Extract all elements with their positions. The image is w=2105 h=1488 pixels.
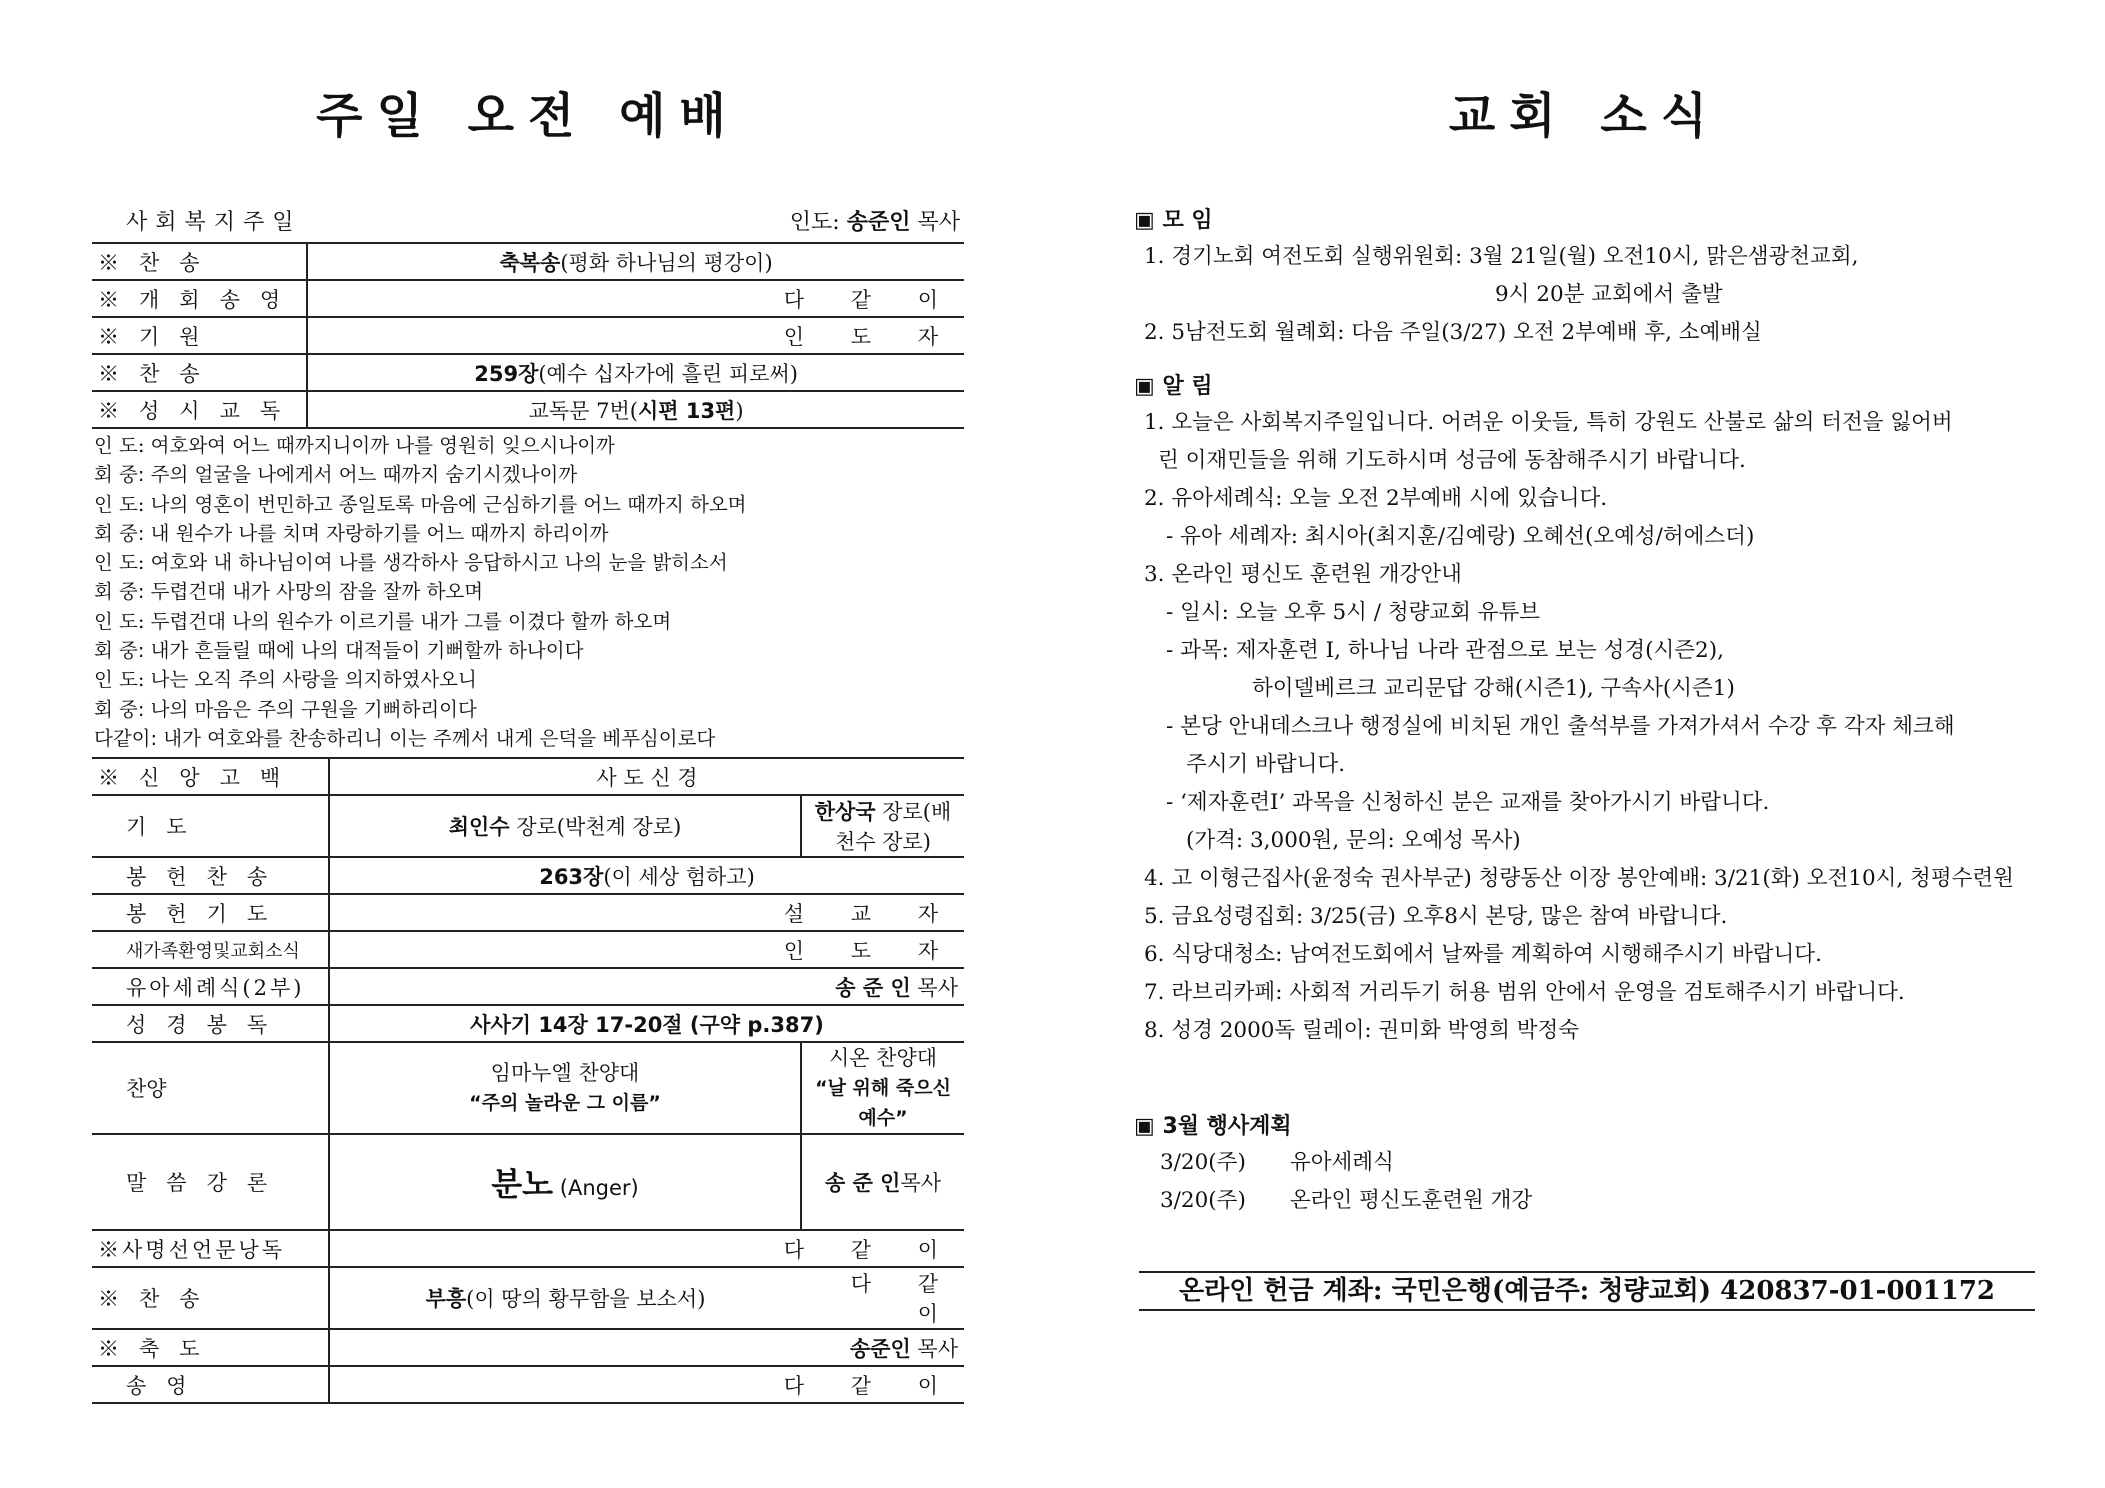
reading-line: 인 도: 여호와 내 하나님이여 나를 생각하사 응답하시고 나의 눈을 밝히소서 [94, 551, 728, 575]
notice-item: (가격: 3,000원, 문의: 오예성 목사) [1186, 828, 1521, 853]
order-label: 유아세례식(2부) [92, 968, 329, 1005]
notice-item: 하이델베르크 교리문답 강해(시즌1), 구속사(시즌1) [1252, 676, 1735, 701]
meetings-heading: ▣ 모 임 [1134, 208, 1213, 233]
order-row [92, 795, 964, 857]
order-label: ※찬송 [92, 354, 307, 391]
notice-item: - 본당 안내데스크나 행정실에 비치된 개인 출석부를 가져가셔서 수강 후 각자 체크해 [1166, 714, 1955, 739]
order-row [92, 1042, 964, 1134]
order-value: 축복송(평화 하나님의 평강이) [307, 244, 964, 280]
order-value: 다 같 이 [329, 1230, 964, 1267]
order-label: ※기원 [92, 317, 307, 354]
notice-item: 1. 오늘은 사회복지주일입니다. 어려운 이웃들, 특히 강원도 산불로 삶의 터전을 잃어버 [1144, 410, 1953, 435]
order-value: 263장(이 세상 험하고) [329, 857, 964, 894]
order-label: ※사명선언문낭독 [92, 1230, 329, 1267]
order-row [92, 1134, 964, 1230]
order-value: 송 준 인 목사 [329, 968, 964, 1005]
order-label: ※찬송 [92, 244, 307, 280]
order-value: 사사기 14장 17-20절 (구약 p.387) [329, 1005, 964, 1042]
order-value: 다 같 이 [329, 1366, 964, 1403]
worship-header [92, 204, 964, 244]
meeting-item: 1. 경기노회 여전도회 실행위원회: 3월 21일(월) 오전10시, 맑은샘광천교회, [1144, 244, 1859, 269]
reading-line: 회 중: 내가 흔들릴 때에 나의 대적들이 기뻐할까 하나이다 [94, 639, 584, 663]
order-label: 성경봉독 [92, 1005, 329, 1042]
notice-item: 주시기 바랍니다. [1186, 752, 1346, 777]
order-label: ※축도 [92, 1329, 329, 1366]
order-row [92, 1005, 964, 1042]
order-row [92, 244, 964, 280]
worship-order-table-2 [92, 759, 964, 1404]
order-value: 인 도 자 [329, 931, 964, 968]
notice-item: 4. 고 이형근집사(윤정숙 권사부군) 청량동산 이장 봉안예배: 3/21(화) 오전10시, 청평수련원 [1144, 866, 2014, 891]
worship-order-column [92, 80, 964, 1404]
prayer-leader-b: 한상국 장로(배천수 장로) [801, 795, 964, 857]
meeting-item: 2. 5남전도회 월례회: 다음 주일(3/27) 오전 2부예배 후, 소예배실 [1144, 320, 1762, 345]
order-row [92, 317, 964, 354]
reading-line: 회 중: 나의 마음은 주의 구원을 기뻐하리이다 [94, 697, 477, 721]
choir-a: 임마누엘 찬양대 “주의 놀라운 그 이름” [329, 1042, 801, 1134]
order-value: 송준인 목사 [329, 1329, 964, 1366]
notices-heading: ▣ 알 림 [1134, 374, 1213, 399]
order-value: 다 같 이 [307, 280, 964, 317]
prayer-leader-a: 최인수 장로(박천계 장로) [329, 795, 801, 857]
reading-line: 인 도: 나는 오직 주의 사랑을 의지하였사오니 [94, 668, 477, 692]
worship-order-table-1 [92, 244, 964, 429]
order-row [92, 931, 964, 968]
notice-item: 6. 식당대청소: 남여전도회에서 날짜를 계획하여 시행해주시기 바랍니다. [1144, 942, 1822, 967]
order-row [92, 968, 964, 1005]
order-value: 259장(예수 십자가에 흘린 피로써) [307, 354, 964, 391]
order-label: 기도 [92, 795, 329, 857]
reading-line: 회 중: 두렵건대 내가 사망의 잠을 잘까 하오며 [94, 580, 484, 604]
reading-line: 다같이: 내가 여호와를 찬송하리니 이는 주께서 내게 은덕을 베푸심이로다 [94, 726, 716, 750]
choir-b: 시온 찬양대 “날 위해 죽으신 예수” [801, 1042, 964, 1134]
order-row [92, 391, 964, 428]
news-title: 교회 소식 [1448, 88, 1722, 144]
notice-item: 8. 성경 2000독 릴레이: 권미화 박영희 박정숙 [1144, 1018, 1580, 1043]
event-item: 3/20(주) 온라인 평신도훈련원 개강 [1160, 1188, 1533, 1213]
online-offering-account: 온라인 헌금 계좌: 국민은행(예금주: 청량교회) 420837-01-001172 [1139, 1271, 2035, 1311]
sunday-name: 사회복지주일 [126, 210, 302, 235]
order-value: 설 교 자 [329, 894, 964, 931]
event-item: 3/20(주) 유아세례식 [1160, 1150, 1394, 1175]
order-value: 부흥(이 땅의 황무함을 보소서) [329, 1267, 801, 1329]
notice-item: 3. 온라인 평신도 훈련원 개강안내 [1144, 562, 1462, 587]
order-value: 사 도 신 경 [329, 759, 964, 795]
events-heading: ▣ 3월 행사계획 [1134, 1114, 1292, 1139]
church-news-column [1130, 80, 2040, 1220]
order-row [92, 1366, 964, 1403]
notice-item: 린 이재민들을 위해 기도하시며 성금에 동참해주시기 바랍니다. [1158, 448, 1746, 473]
meeting-item: 9시 20분 교회에서 출발 [1495, 282, 1723, 307]
order-label: 송영 [92, 1366, 329, 1403]
order-label: 찬양 [92, 1042, 329, 1134]
notice-item: 5. 금요성령집회: 3/25(금) 오후8시 본당, 많은 참여 바랍니다. [1144, 904, 1728, 929]
order-row [92, 1230, 964, 1267]
order-row [92, 1329, 964, 1366]
sermon-title: 분노 (Anger) [329, 1134, 801, 1230]
order-row [92, 759, 964, 795]
reading-line: 회 중: 주의 얼굴을 나에게서 어느 때까지 숨기시겠나이까 [94, 463, 578, 487]
order-row [92, 894, 964, 931]
order-value: 인 도 자 [307, 317, 964, 354]
order-label: ※찬송 [92, 1267, 329, 1329]
order-label: ※신앙고백 [92, 759, 329, 795]
order-right: 다 같 이 [801, 1267, 964, 1329]
notice-item: - 유아 세례자: 최시아(최지훈/김예랑) 오혜선(오예성/허에스더) [1166, 524, 1755, 549]
order-label: 말씀강론 [92, 1134, 329, 1230]
order-row [92, 1267, 964, 1329]
leader-info: 인도: 송준인 목사 [789, 210, 960, 235]
order-row [92, 280, 964, 317]
notice-item: - ‘제자훈련I’ 과목을 신청하신 분은 교재를 찾아가시기 바랍니다. [1166, 790, 1770, 815]
order-row [92, 857, 964, 894]
reading-line: 인 도: 여호와여 어느 때까지니이까 나를 영원히 잊으시나이까 [94, 434, 615, 457]
order-label: ※성시교독 [92, 391, 307, 428]
order-label: ※개회송영 [92, 280, 307, 317]
sermon-preacher: 송 준 인목사 [801, 1134, 964, 1230]
notice-item: - 과목: 제자훈련 I, 하나님 나라 관점으로 보는 성경(시즌2), [1166, 638, 1724, 663]
worship-title: 주일 오전 예배 [316, 88, 740, 144]
notice-item: 7. 라브리카페: 사회적 거리두기 허용 범위 안에서 운영을 검토해주시기 바랍니다. [1144, 980, 1905, 1005]
notice-item: 2. 유아세례식: 오늘 오전 2부예배 시에 있습니다. [1144, 486, 1608, 511]
responsive-reading [92, 429, 964, 759]
order-label: 봉헌찬송 [92, 857, 329, 894]
order-value: 교독문 7번(시편 13편) [307, 391, 964, 428]
order-label: 봉헌기도 [92, 894, 329, 931]
reading-line: 인 도: 나의 영혼이 번민하고 종일토록 마음에 근심하기를 어느 때까지 하오며 [94, 492, 747, 516]
order-label: 새가족환영및교회소식 [92, 931, 329, 968]
reading-line: 회 중: 내 원수가 나를 치며 자랑하기를 어느 때까지 하리이까 [94, 521, 609, 545]
notice-item: - 일시: 오늘 오후 5시 / 청량교회 유튜브 [1166, 600, 1541, 625]
order-row [92, 354, 964, 391]
reading-line: 인 도: 두렵건대 나의 원수가 이르기를 내가 그를 이겼다 할까 하오며 [94, 609, 672, 633]
